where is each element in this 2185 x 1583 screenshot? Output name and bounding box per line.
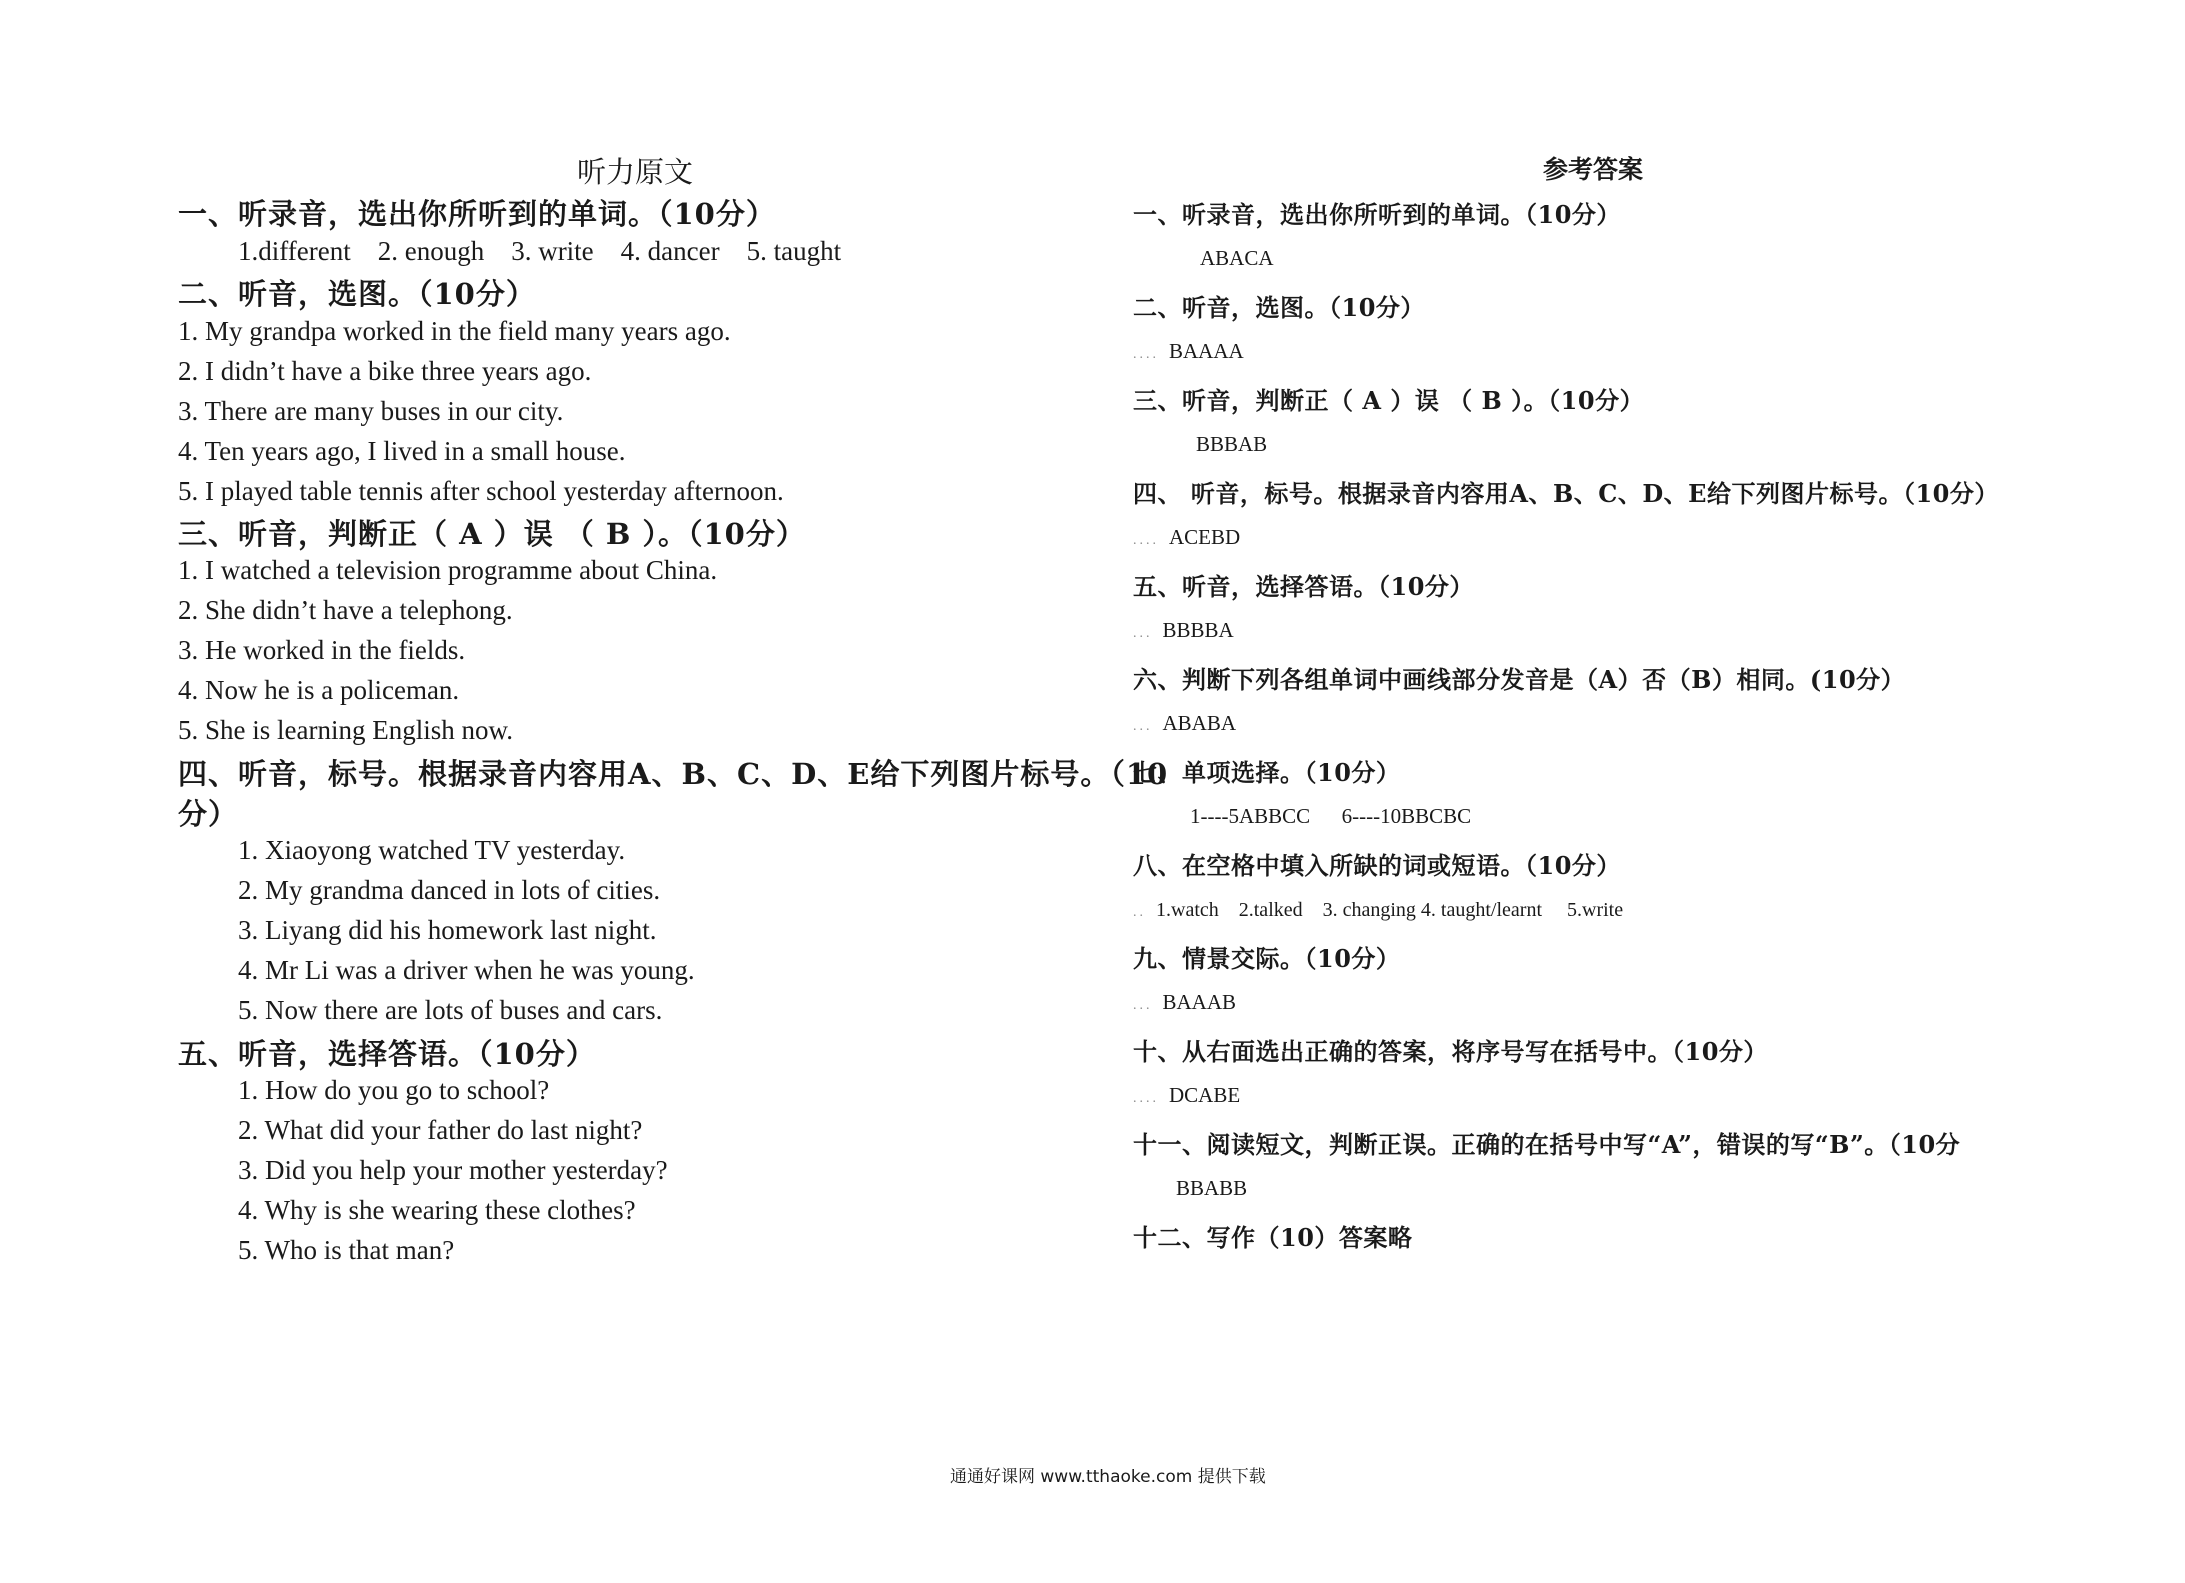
left-section-3-item-5: 5. She is learning English now.: [178, 715, 513, 745]
right-section-5-answer-row: [1133, 618, 1234, 643]
right-section-12-heading: 十二、写作（10）答案略: [1133, 1223, 1413, 1252]
download-source-footer: 通通好课网 www.tthaoke.com 提供下载: [950, 1467, 1266, 1487]
left-section-5-item-4: 4. Why is she wearing these clothes?: [238, 1195, 636, 1225]
right-section-9-answer-row: [1133, 990, 1236, 1015]
left-section-4-item-3: 3. Liyang did his homework last night.: [238, 915, 657, 945]
right-section-11-answer: BBABB: [1176, 1176, 1248, 1200]
left-section-3-item-2: 2. She didn’t have a telephong.: [178, 595, 513, 625]
right-section-4-answer: ACEBD: [1169, 525, 1241, 549]
right-section-2-answer: BAAAA: [1169, 339, 1244, 363]
answer-key-title: 参考答案: [1543, 155, 1644, 184]
leader-dots: ....: [1133, 533, 1159, 548]
right-section-2-heading: 二、听音，选图。（10分）: [1133, 293, 1425, 322]
right-section-7-answer: 1----5ABBCC 6----10BBCBC: [1190, 804, 1472, 828]
left-section-3-heading: 三、听音，判断正（ A ）误 （ B ）。（10分）: [178, 517, 806, 551]
left-section-2-item-5: 5. I played table tennis after school yesterday afternoon.: [178, 476, 784, 506]
right-section-3-answer: BBBAB: [1196, 432, 1268, 456]
leader-dots: ...: [1133, 626, 1153, 641]
right-section-1-answer: ABACA: [1200, 246, 1274, 270]
right-section-10-answer-row: [1133, 1083, 1240, 1108]
right-section-10-answer: DCABE: [1169, 1083, 1241, 1107]
left-section-4-heading-cont: 分）: [178, 797, 239, 831]
left-section-5-item-2: 2. What did your father do last night?: [238, 1115, 643, 1145]
left-section-5-item-5: 5. Who is that man?: [238, 1235, 455, 1265]
left-section-4-item-5: 5. Now there are lots of buses and cars.: [238, 995, 663, 1025]
left-section-5-item-1: 1. How do you go to school?: [238, 1075, 550, 1105]
leader-dots: ...: [1133, 998, 1153, 1013]
left-section-5-heading: 五、听音，选择答语。（10分）: [178, 1037, 596, 1071]
leader-dots: ....: [1133, 347, 1159, 362]
right-section-4-heading: 四、 听音，标号。根据录音内容用A、B、C、D、E给下列图片标号。（10分）: [1133, 479, 1999, 508]
right-section-4-answer-row: [1133, 525, 1240, 550]
right-section-1-heading: 一、听录音，选出你所听到的单词。（10分）: [1133, 200, 1621, 229]
left-section-3-item-1: 1. I watched a television programme about China.: [178, 555, 718, 585]
right-section-3-heading: 三、听音，判断正（ A ）误 （ B ）。（10分）: [1133, 386, 1645, 415]
left-section-2-item-2: 2. I didn’t have a bike three years ago.: [178, 356, 592, 386]
right-section-9-answer: BAAAB: [1162, 990, 1237, 1014]
right-section-7-heading: 七、单项选择。（10分）: [1133, 758, 1401, 787]
right-section-6-answer-row: [1133, 711, 1236, 736]
left-section-3-item-4: 4. Now he is a policeman.: [178, 675, 460, 705]
leader-dots: ....: [1133, 1091, 1159, 1106]
right-section-5-answer: BBBBA: [1162, 618, 1234, 642]
right-section-10-heading: 十、从右面选出正确的答案，将序号写在括号中。（10分）: [1133, 1037, 1768, 1066]
left-section-1-words: 1.different 2. enough 3. write 4. dancer 5. taught: [238, 236, 842, 266]
left-section-2-heading: 二、听音，选图。（10分）: [178, 277, 536, 311]
leader-dots: ...: [1133, 719, 1153, 734]
listening-script-title: 听力原文: [577, 155, 694, 189]
left-section-4-item-4: 4. Mr Li was a driver when he was young.: [238, 955, 695, 985]
right-section-6-answer: ABABA: [1162, 711, 1237, 735]
left-section-4-item-1: 1. Xiaoyong watched TV yesterday.: [238, 835, 626, 865]
right-section-8-answer: 1.watch 2.talked 3. changing 4. taught/learnt 5.write: [1156, 899, 1624, 921]
right-section-9-heading: 九、情景交际。（10分）: [1133, 944, 1401, 973]
left-section-2-item-1: 1. My grandpa worked in the field many years ago.: [178, 316, 731, 346]
left-section-3-item-3: 3. He worked in the fields.: [178, 635, 466, 665]
left-section-5-item-3: 3. Did you help your mother yesterday?: [238, 1155, 668, 1185]
left-section-2-item-3: 3. There are many buses in our city.: [178, 396, 564, 426]
right-section-2-answer-row: [1133, 339, 1244, 364]
right-section-8-heading: 八、在空格中填入所缺的词或短语。（10分）: [1133, 851, 1621, 880]
right-section-6-heading: 六、判断下列各组单词中画线部分发音是（A）否（B）相同。(10分）: [1133, 665, 1906, 694]
left-section-2-item-4: 4. Ten years ago, I lived in a small house.: [178, 436, 626, 466]
left-section-4-heading: 四、听音，标号。根据录音内容用A、B、C、D、E给下列图片标号。（10: [178, 757, 1169, 791]
right-section-8-answer-row: [1133, 897, 1623, 922]
right-section-11-heading: 十一、阅读短文，判断正误。正确的在括号中写“A”，错误的写“B”。（10分: [1133, 1130, 1961, 1159]
right-section-5-heading: 五、听音，选择答语。（10分）: [1133, 572, 1474, 601]
left-section-1-heading: 一、听录音，选出你所听到的单词。（10分）: [178, 197, 776, 231]
left-section-4-item-2: 2. My grandma danced in lots of cities.: [238, 875, 661, 905]
leader-dots: ..: [1133, 905, 1146, 920]
